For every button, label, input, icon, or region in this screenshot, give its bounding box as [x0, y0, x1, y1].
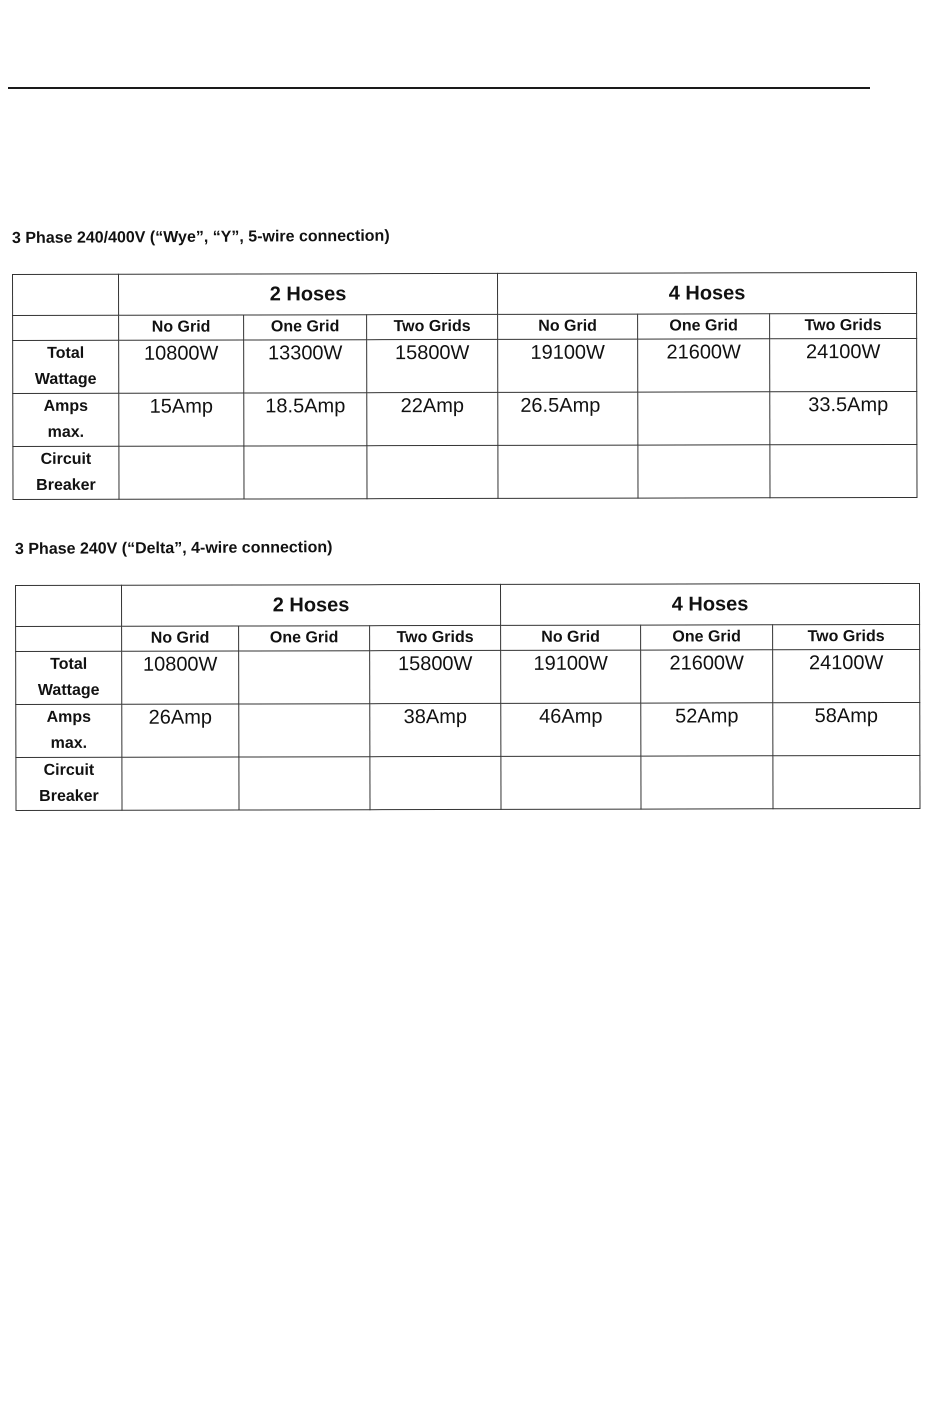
value-cell: 26Amp — [122, 704, 239, 757]
subheader-cell: One Grid — [239, 626, 370, 651]
row-label-total-wattage — [13, 340, 119, 393]
subheader-cell: Two Grids — [773, 624, 920, 649]
value-cell — [367, 445, 498, 498]
value-cell — [638, 392, 770, 445]
top-horizontal-rule — [8, 87, 870, 89]
row-label-line: Total — [50, 655, 88, 673]
subheader-cell: No Grid — [501, 625, 641, 650]
value-cell: 19100W — [498, 339, 638, 392]
corner-cell — [16, 626, 122, 651]
delta-spec-table — [15, 583, 921, 811]
row-label-amps-max — [16, 704, 122, 757]
value-cell — [770, 444, 917, 497]
value-cell — [239, 704, 370, 757]
value-cell: 18.5Amp — [244, 393, 367, 446]
value-cell — [498, 445, 638, 498]
table-row-total-wattage — [16, 649, 920, 704]
value-cell — [239, 757, 370, 810]
value-cell — [244, 446, 367, 499]
subheader-cell: One Grid — [641, 625, 773, 650]
group-header-2-hoses: 2 Hoses — [122, 584, 501, 626]
subheader-cell: No Grid — [119, 315, 244, 340]
value-cell — [239, 651, 370, 704]
subheader-cell: Two Grids — [367, 314, 498, 339]
subheader-cell: No Grid — [498, 314, 638, 339]
corner-cell — [13, 274, 119, 315]
subheader-cell: One Grid — [638, 314, 770, 339]
group-header-2-hoses: 2 Hoses — [119, 273, 498, 315]
value-cell — [501, 756, 641, 809]
value-cell: 19100W — [501, 650, 641, 703]
value-cell — [119, 446, 244, 499]
value-cell — [641, 756, 773, 809]
value-cell: 24100W — [770, 338, 917, 391]
row-label-line: Amps — [43, 397, 89, 415]
value-cell: 10800W — [119, 340, 244, 393]
row-label-line: Total — [47, 344, 85, 362]
group-header-4-hoses: 4 Hoses — [497, 272, 916, 314]
row-label-line: Wattage — [34, 370, 97, 388]
row-label-line: Breaker — [39, 787, 99, 805]
value-cell — [122, 757, 239, 810]
row-label-amps-max — [13, 393, 119, 446]
value-cell: 21600W — [641, 650, 773, 703]
table-row-circuit-breaker — [13, 444, 917, 499]
subheader-cell: Two Grids — [370, 625, 501, 650]
section-title-wye: 3 Phase 240/400V (“Wye”, “Y”, 5-wire connection) — [11, 227, 390, 247]
corner-cell — [16, 585, 122, 626]
value-cell: 58Amp — [773, 702, 920, 755]
wye-spec-table — [12, 272, 918, 500]
row-label-line: Breaker — [36, 476, 96, 494]
corner-cell — [13, 315, 119, 340]
section-title-delta: 3 Phase 240V (“Delta”, 4-wire connection) — [14, 539, 333, 558]
value-cell: 24100W — [773, 649, 920, 702]
group-header-4-hoses: 4 Hoses — [500, 583, 919, 625]
row-label-line: max. — [50, 734, 88, 752]
value-cell: 33.5Amp — [770, 391, 917, 444]
table-row-circuit-breaker — [16, 755, 920, 810]
value-cell: 15Amp — [119, 393, 244, 446]
value-cell — [638, 445, 770, 498]
table-row-amps-max — [13, 391, 917, 446]
subheader-row — [13, 313, 917, 340]
value-cell: 10800W — [122, 651, 239, 704]
value-cell: 46Amp — [501, 703, 641, 756]
value-cell: 13300W — [244, 340, 367, 393]
value-cell: 15800W — [370, 650, 501, 703]
row-label-circuit-breaker — [16, 757, 122, 810]
subheader-row — [16, 624, 920, 651]
value-cell — [370, 756, 501, 809]
row-label-total-wattage — [16, 651, 122, 704]
value-cell: 15800W — [367, 339, 498, 392]
row-label-circuit-breaker — [13, 446, 119, 499]
value-cell — [773, 755, 920, 808]
row-label-line: Wattage — [37, 681, 100, 699]
row-label-line: Circuit — [40, 450, 92, 468]
value-cell: 38Amp — [370, 703, 501, 756]
value-cell: 26.5Amp — [498, 392, 638, 445]
value-cell: 52Amp — [641, 703, 773, 756]
group-header-row — [13, 272, 917, 315]
table-row-amps-max — [16, 702, 920, 757]
table-row-total-wattage — [13, 338, 917, 393]
subheader-cell: No Grid — [122, 626, 239, 651]
row-label-line: Amps — [46, 708, 92, 726]
row-label-line: Circuit — [43, 761, 95, 779]
subheader-cell: One Grid — [244, 315, 367, 340]
value-cell: 22Amp — [367, 392, 498, 445]
value-cell: 21600W — [638, 339, 770, 392]
subheader-cell: Two Grids — [770, 313, 917, 338]
group-header-row — [16, 583, 920, 626]
row-label-line: max. — [47, 423, 85, 441]
